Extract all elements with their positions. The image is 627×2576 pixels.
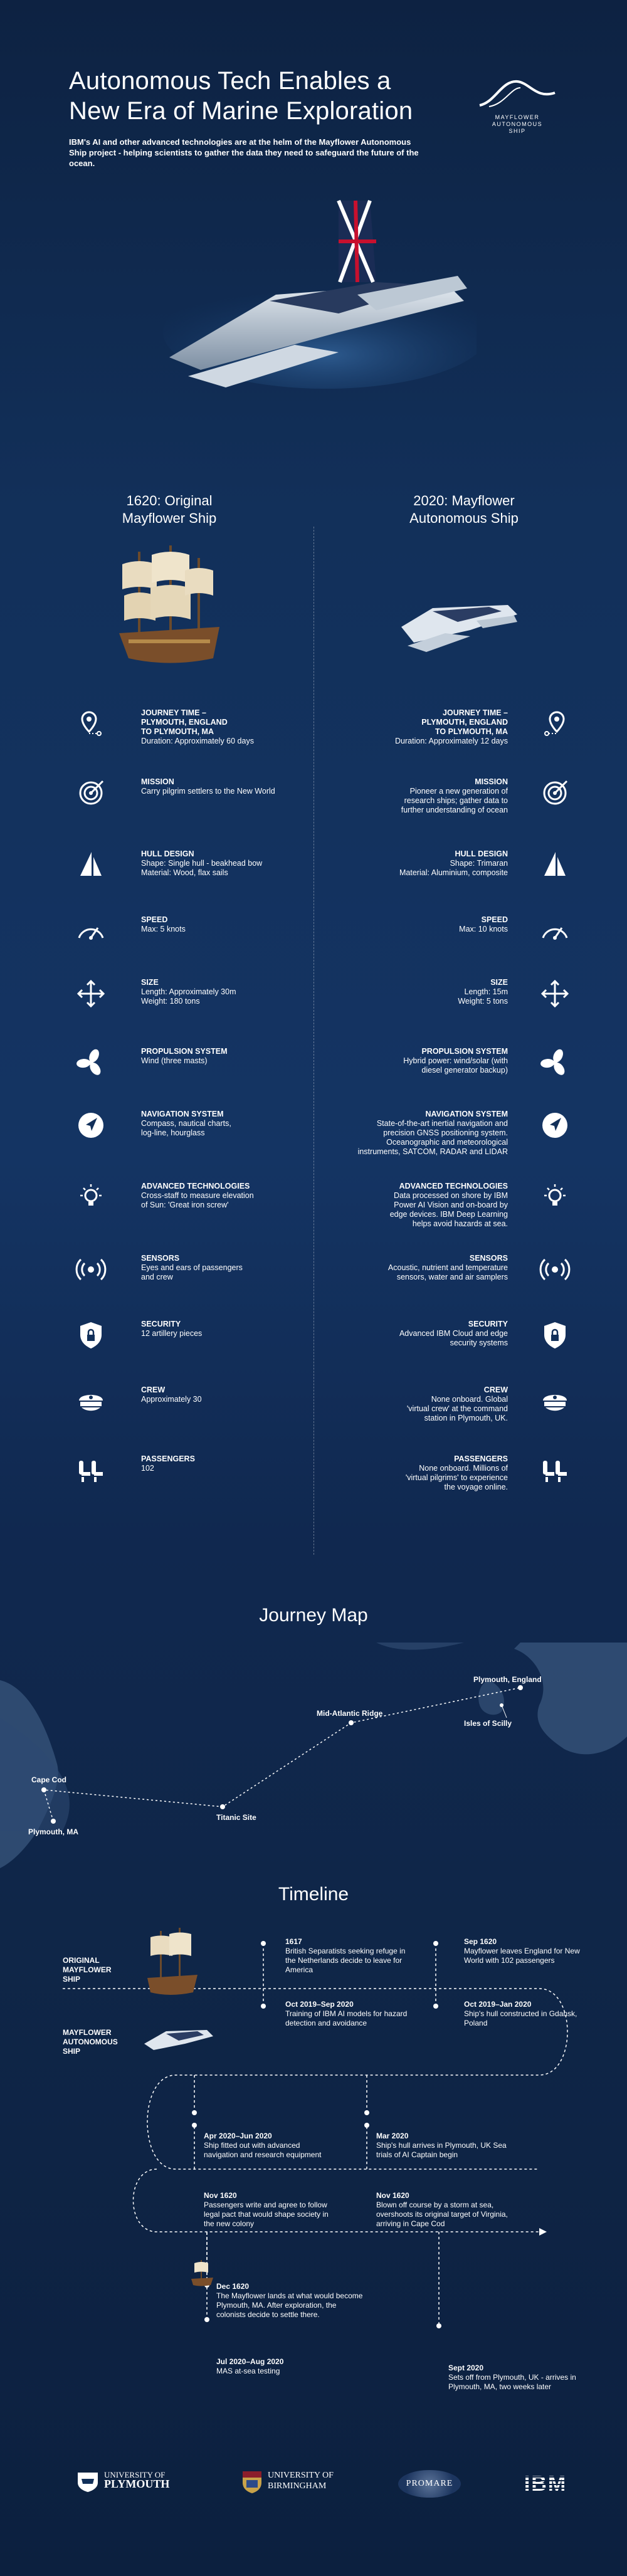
partner-logos	[0, 2451, 627, 2526]
navigation-arrow-icon	[75, 1110, 107, 1141]
sensors-label-right: SENSORS	[469, 1254, 508, 1263]
journey-label-right: JOURNEY TIME – PLYMOUTH, ENGLAND TO PLYMOUTH, MA	[421, 708, 508, 736]
cape-cod-marker	[41, 1787, 46, 1792]
propulsion-value-left: Wind (three masts)	[141, 1056, 208, 1065]
ibm-logo	[514, 2470, 577, 2498]
propeller-icon	[75, 1047, 107, 1078]
scilly-label: Isles of Scilly	[464, 1719, 512, 1728]
timeline-event-landing	[216, 2282, 367, 2320]
event-date: Apr 2020–Jun 2020	[204, 2132, 272, 2140]
lightbulb-icon	[539, 1182, 571, 1213]
timeline-original-label-line-1: ORIGINAL	[63, 1956, 100, 1965]
event-date: Nov 1620	[376, 2191, 409, 2200]
event-text: Mayflower leaves England for New World with 102 passengers	[464, 1947, 580, 1965]
title-line-2: New Era of Marine Exploration	[69, 97, 413, 125]
technologies-label-left: ADVANCED TECHNOLOGIES	[141, 1182, 250, 1191]
hull-value-right: Shape: Trimaran Material: Aluminium, composite	[399, 859, 508, 877]
size-value-left: Length: Approximately 30m Weight: 180 tons	[141, 987, 236, 1006]
plymouth-ma-label: Plymouth, MA	[28, 1827, 78, 1836]
ibm-text: IBM	[514, 2470, 577, 2498]
timeline-event-1617	[285, 1937, 417, 1975]
promare-text: PROMARE	[398, 2470, 461, 2498]
logo-text-1: MAYFLOWER	[495, 114, 540, 120]
hero-autonomous-ship-image	[150, 188, 477, 395]
size-arrows-icon	[539, 978, 571, 1009]
cape-cod-label: Cape Cod	[31, 1775, 67, 1784]
autonomous-ship-heading	[376, 492, 552, 527]
event-text: Training of IBM AI models for hazard detection and avoidance	[285, 2009, 408, 2027]
plymouth-text-2: PLYMOUTH	[104, 2478, 170, 2490]
speed-label-left: SPEED	[141, 915, 168, 924]
timeline-event-voyage	[448, 2363, 580, 2392]
sensors-label-left: SENSORS	[141, 1254, 180, 1263]
sail-icon	[75, 849, 107, 881]
size-label-right: SIZE	[490, 978, 508, 987]
event-text: Passengers write and agree to follow legal pact that would shape society in the new colony	[204, 2200, 329, 2228]
navigation-label-left: NAVIGATION SYSTEM	[141, 1110, 224, 1118]
security-value-right: Advanced IBM Cloud and edge security systems	[399, 1329, 508, 1347]
hull-label-left: HULL DESIGN	[141, 849, 194, 858]
event-date: Sept 2020	[448, 2363, 484, 2372]
event-date: Jul 2020–Aug 2020	[216, 2357, 284, 2366]
propulsion-label-right: PROPULSION SYSTEM	[421, 1047, 508, 1056]
navigation-label-right: NAVIGATION SYSTEM	[425, 1110, 508, 1118]
mid-atlantic-marker	[349, 1720, 354, 1725]
journey-value-left: Duration: Approximately 60 days	[141, 737, 254, 745]
security-shield-icon	[539, 1320, 571, 1351]
captain-hat-icon	[539, 1385, 571, 1417]
journey-map-title: Journey Map	[259, 1605, 368, 1626]
titanic-marker	[220, 1804, 225, 1809]
event-text: Blown off course by a storm at sea, overshoots its original target of Virginia, arriving in Cape Cod	[376, 2200, 508, 2228]
timeline-original-label-line-3: SHIP	[63, 1975, 81, 1984]
passengers-value-right: None onboard. Millions of 'virtual pilgrims' to experience the voyage online.	[405, 1464, 508, 1491]
promare-logo	[398, 2470, 467, 2498]
timeline-event-storm	[376, 2191, 508, 2229]
technologies-label-right: ADVANCED TECHNOLOGIES	[399, 1182, 508, 1191]
timeline-dec-ship-icon	[191, 2260, 213, 2286]
size-label-left: SIZE	[141, 978, 159, 987]
security-label-right: SECURITY	[468, 1320, 508, 1328]
timeline-event-sep-1620	[464, 1937, 596, 1965]
timeline-event-sea-testing	[216, 2357, 348, 2376]
plymouth-crest-icon	[75, 2470, 100, 2493]
event-date: 1617	[285, 1937, 302, 1946]
passenger-seats-icon	[539, 1454, 571, 1486]
autonomous-ship-image	[395, 583, 520, 658]
timeline-autonomous-ship-label	[63, 2028, 118, 2056]
event-date: Oct 2019–Jan 2020	[464, 2000, 532, 2009]
event-date: Oct 2019–Sep 2020	[285, 2000, 354, 2009]
mid-atlantic-label: Mid-Atlantic Ridge	[317, 1709, 383, 1718]
sensors-value-right: Acoustic, nutrient and temperature sensors, water and air samplers	[387, 1263, 508, 1281]
timeline-title: Timeline	[278, 1884, 349, 1905]
target-icon	[75, 777, 107, 809]
autonomous-heading-line-2: Autonomous Ship	[409, 510, 519, 526]
plymouth-text-1: UNIVERSITY OF	[104, 2470, 166, 2479]
hull-value-left: Shape: Single hull - beakhead bow Material: Wood, flax sails	[141, 859, 263, 877]
mission-label-right: MISSION	[475, 777, 508, 786]
intro-text: IBM's AI and other advanced technologies are at the helm of the Mayflower Autonomous Ship project - helping scientists to gather the data they need to safeguard the future of the ocean.	[69, 137, 419, 168]
original-heading-line-1: 1620: Original	[126, 493, 213, 508]
event-text: British Separatists seeking refuge in the Netherlands decide to leave for America	[285, 1947, 406, 1974]
sensor-waves-icon	[75, 1254, 107, 1285]
location-pin-icon	[539, 708, 571, 740]
original-ship-heading	[82, 492, 257, 527]
security-value-left: 12 artillery pieces	[141, 1329, 203, 1338]
title-line-1: Autonomous Tech Enables a	[69, 67, 391, 95]
crew-value-left: Approximately 30	[141, 1395, 202, 1404]
page-title	[69, 66, 458, 126]
speedometer-icon	[75, 915, 107, 947]
birmingham-crest-icon	[241, 2470, 263, 2494]
propulsion-value-right: Hybrid power: wind/solar (with diesel generator backup)	[403, 1056, 508, 1075]
technologies-value-left: Cross-staff to measure elevation of Sun: 'Great iron screw'	[141, 1191, 254, 1209]
timeline-event-hull-arrives	[376, 2132, 508, 2160]
original-mayflower-image	[113, 539, 226, 677]
event-date: Nov 1620	[204, 2191, 237, 2200]
hull-label-right: HULL DESIGN	[455, 849, 508, 858]
event-text: MAS at-sea testing	[216, 2367, 280, 2375]
university-of-plymouth-logo	[75, 2470, 182, 2493]
journey-label-left: JOURNEY TIME – PLYMOUTH, ENGLAND TO PLYMOUTH, MA	[141, 708, 228, 736]
sensor-waves-icon	[539, 1254, 571, 1285]
mission-value-right: Pioneer a new generation of research ships; gather data to further understanding of ocean	[401, 787, 508, 814]
timeline-event-hull-construction	[464, 2000, 596, 2028]
timeline-autonomous-label-line-3: SHIP	[63, 2047, 81, 2056]
timeline-autonomous-label-line-1: MAYFLOWER	[63, 2028, 112, 2037]
event-date: Mar 2020	[376, 2132, 409, 2140]
propeller-icon	[539, 1047, 571, 1078]
event-text: Ship's hull constructed in Gdansk, Poland	[464, 2009, 577, 2027]
birmingham-text-2: BIRMINGHAM	[268, 2481, 327, 2491]
location-pin-icon	[75, 708, 107, 740]
plymouth-uk-marker	[518, 1685, 523, 1690]
journey-value-right: Duration: Approximately 12 days	[395, 737, 508, 745]
navigation-value-right: State-of-the-art inertial navigation and precision GNSS positioning system. Oceanographic and meteorological instruments, SATCOM, RADAR and LIDAR	[357, 1119, 508, 1156]
speed-value-left: Max: 5 knots	[141, 925, 186, 933]
logo-text-2: AUTONOMOUS	[492, 121, 543, 127]
passengers-label-right: PASSENGERS	[454, 1454, 508, 1463]
navigation-value-left: Compass, nautical charts, log-line, hourglass	[141, 1119, 231, 1137]
crew-label-left: CREW	[141, 1385, 166, 1394]
plymouth-ma-marker	[51, 1819, 56, 1824]
security-label-left: SECURITY	[141, 1320, 181, 1328]
passenger-seats-icon	[75, 1454, 107, 1486]
timeline-original-ship-icon	[147, 1928, 198, 1995]
timeline-event-ai-training	[285, 2000, 417, 2028]
logo-text-3: SHIP	[508, 128, 526, 134]
crew-label-right: CREW	[483, 1385, 508, 1394]
crew-value-right: None onboard. Global 'virtual crew' at the command station in Plymouth, UK.	[406, 1395, 508, 1422]
timeline-autonomous-label-line-2: AUTONOMOUS	[63, 2037, 118, 2046]
university-of-birmingham-logo	[241, 2470, 367, 2494]
security-shield-icon	[75, 1320, 107, 1351]
size-value-right: Length: 15m Weight: 5 tons	[458, 987, 508, 1006]
journey-map	[0, 1643, 627, 1868]
timeline-original-ship-label	[63, 1956, 112, 1984]
mission-label-left: MISSION	[141, 777, 174, 786]
passengers-value-left: 102	[141, 1464, 154, 1473]
sensors-value-left: Eyes and ears of passengers and crew	[141, 1263, 243, 1281]
timeline-autonomous-ship-icon	[144, 2030, 213, 2050]
wave-logo-icon	[477, 74, 558, 112]
technologies-value-right: Data processed on shore by IBM Power AI Vision and on-board by edge devices. IBM Deep Learning helps avoid hazards at sea.	[389, 1191, 508, 1228]
size-arrows-icon	[75, 978, 107, 1009]
event-text: Ship's hull arrives in Plymouth, UK Sea trials of AI Captain begin	[376, 2141, 507, 2159]
timeline-event-fit-out	[204, 2132, 335, 2160]
lightbulb-icon	[75, 1182, 107, 1213]
propulsion-label-left: PROPULSION SYSTEM	[141, 1047, 228, 1056]
navigation-arrow-icon	[539, 1110, 571, 1141]
passengers-label-left: PASSENGERS	[141, 1454, 195, 1463]
timeline-original-label-line-2: MAYFLOWER	[63, 1965, 112, 1974]
sail-icon	[539, 849, 571, 881]
speedometer-icon	[539, 915, 571, 947]
birmingham-text-1: UNIVERSITY OF	[268, 2471, 334, 2480]
autonomous-heading-line-1: 2020: Mayflower	[413, 493, 515, 508]
event-text: Ship fitted out with advanced navigation and research equipment	[204, 2141, 322, 2159]
titanic-label: Titanic Site	[216, 1813, 256, 1822]
plymouth-uk-label: Plymouth, England	[473, 1675, 542, 1684]
captain-hat-icon	[75, 1385, 107, 1417]
event-date: Sep 1620	[464, 1937, 497, 1946]
event-text: The Mayflower lands at what would become Plymouth, MA. After exploration, the colonists decide to settle there.	[216, 2291, 363, 2319]
event-text: Sets off from Plymouth, UK - arrives in Plymouth, MA, two weeks later	[448, 2373, 576, 2391]
target-icon	[539, 777, 571, 809]
timeline-event-legal-pact	[204, 2191, 335, 2229]
mission-value-left: Carry pilgrim settlers to the New World	[141, 787, 275, 796]
speed-value-right: Max: 10 knots	[459, 925, 508, 933]
original-heading-line-2: Mayflower Ship	[122, 510, 217, 526]
mayflower-logo	[470, 74, 564, 143]
speed-label-right: SPEED	[481, 915, 508, 924]
event-date: Dec 1620	[216, 2282, 250, 2291]
